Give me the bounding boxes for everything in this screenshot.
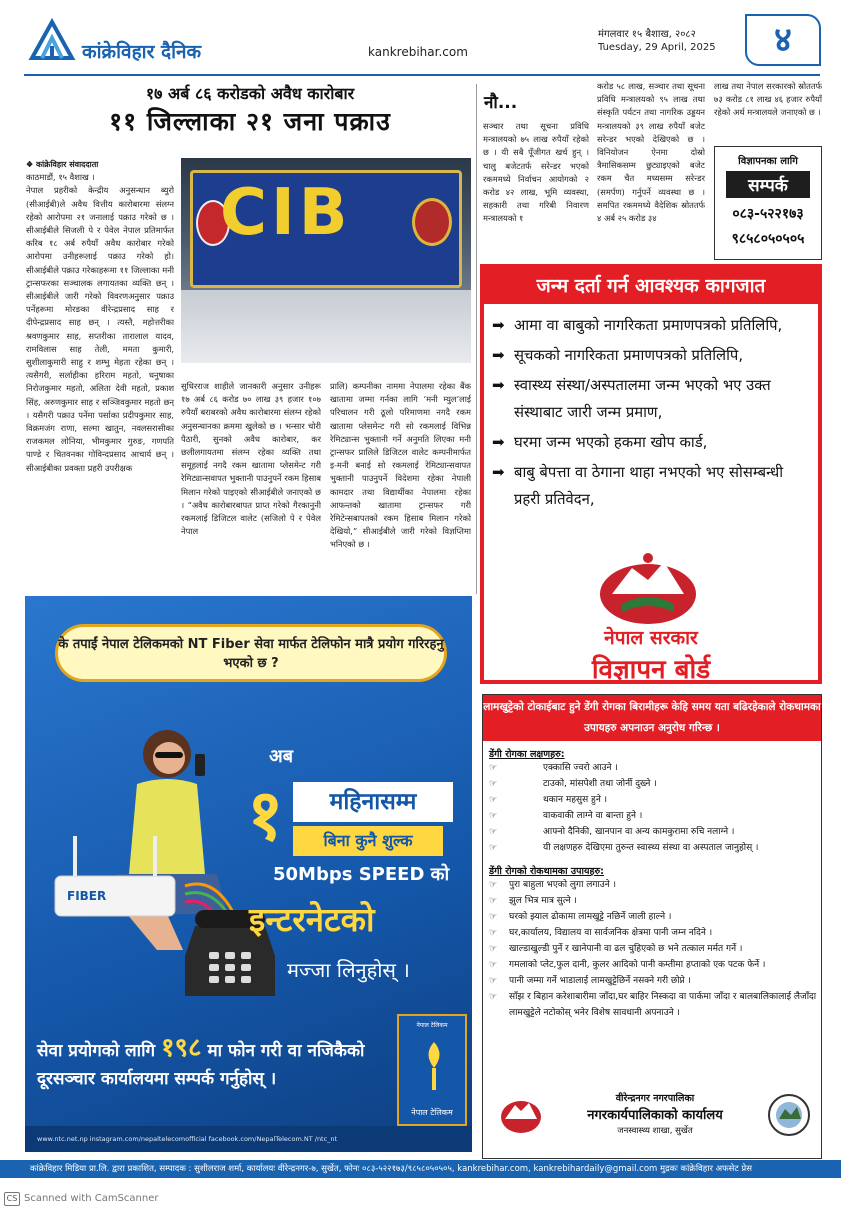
municipality-branch: जनस्वास्थ्य शाखा, सुर्खेत — [617, 1126, 693, 1136]
municipality-name: वीरेन्द्रनगर नगरपालिका — [615, 1093, 695, 1104]
ad-contact-line1: विज्ञापनका लागि — [738, 156, 798, 167]
nt-ad-question: के तपाईं नेपाल टेलिकमको NT Fiber सेवा मार्फत टेलिफोन मात्रै प्रयोग गरिरहनु भएको छ ? — [55, 624, 447, 682]
prevention-item — [489, 893, 817, 909]
symptom-item — [489, 824, 817, 840]
newspaper-name: कांक्रेविहार दैनिक — [82, 41, 202, 63]
ad-contact-line2: सम्पर्क — [726, 171, 810, 198]
footer-bar: कांक्रेविहार मिडिया प्रा.लि. द्वारा प्रकाशित, सम्पादक : सुशीलराज शर्मा, कार्यालयः वीरेन्द्रनगर-७, सुर्खेत, फोनः ०८३-५२२१७३/९८५८०५०५०५, kankrebihar.com, kankrebihardaily@gmail.com मुद्रकः कांक्रेविहार अफसेट प्रेस — [0, 1160, 841, 1178]
date-nepali: मंगलवार १५ बैशाख, २०८२ — [598, 29, 696, 40]
birth-ad-item — [492, 312, 812, 339]
prevention-text: झुल भित्र मात्र सुत्ने । — [509, 896, 577, 906]
birth-ad-item-text: घरमा जन्म भएको हकमा खोप कार्ड, — [514, 434, 708, 451]
hand-pointer-icon: ☞ — [489, 944, 498, 954]
cib-sign-text: CIB — [220, 176, 352, 250]
symptom-item — [489, 840, 817, 856]
birth-ad-list — [492, 312, 812, 516]
hand-pointer-icon: ☞ — [489, 912, 498, 922]
hand-pointer-icon: ☞ — [489, 992, 498, 1002]
column-divider — [476, 84, 477, 594]
birth-ad-item — [492, 459, 812, 513]
prevention-item — [489, 925, 817, 941]
dengue-ad-title: लामखुट्टेको टोकाईबाट हुने डेंगी रोगका बिरामीहरू केहि समय यता बढिरहेकाले रोकथामका उपायहरु अपनाउन अनुरोध गरिन्छ । — [483, 695, 821, 741]
prevention-item — [489, 989, 817, 1021]
side-column-2: करोड ५८ लाख, सञ्चार तथा सूचना प्रविधि मन्त्रालयको ९५ लाख तथा संस्कृति पर्यटन तथा नागरिक उड्डयन मन्त्रालयको ३९ लाख रुपैयाँ बजेट सरेन्डर भएको देखिएको छ । विनियोजन ऐनमा दोस्रो त्रैमासिकसम्म छुट्याइएको बजेट रकम चैत मध्यसम्म सरेन्डर (समर्पण) गर्नुपर्ने व्यवस्था छ । समपित रकममध्ये वैदेशिक स्रोततर्फ ४ अर्ब २५ करोड ३४ — [597, 81, 705, 224]
symptom-text: टाउको, मांसपेशी तथा जोर्नी दुख्ने । — [543, 779, 657, 789]
ad-contact-phone2[interactable]: ९८५८०५०५०५ — [731, 231, 805, 247]
prevention-text: पुरा बाहुला भएको लुगा लगाउने । — [509, 880, 616, 890]
dengue-symptoms-section — [489, 747, 817, 1021]
prevention-text: खाल्डाखुल्डी पुर्ने र खानेपानी वा ढल चुहिएको छ भने तत्काल मर्मत गर्ने । — [509, 944, 743, 954]
symptom-item — [489, 792, 817, 808]
birth-ad-item-text: सूचकको नागरिकता प्रमाणपत्रको प्रतिलिपि, — [514, 347, 744, 364]
dengue-symptoms-list — [489, 760, 817, 856]
nt-ad-call-c: दूरसञ्चार कार्यालयमा सम्पर्क गर्नुहोस् । — [37, 1069, 277, 1089]
side-story-title: नौ... — [484, 93, 518, 113]
symptom-item — [489, 760, 817, 776]
symptom-text: यी लक्षणहरु देखिएमा तुरुन्त स्वास्थ्य संस्था वा अस्पताल जानुहोस् । — [543, 843, 759, 853]
prevention-item — [489, 957, 817, 973]
lead-headline: ११ जिल्लाका २१ जना पक्राउ — [109, 107, 391, 136]
municipality-logo-icon — [767, 1093, 811, 1137]
hand-pointer-icon: ☞ — [489, 896, 498, 906]
lead-column-1 — [26, 158, 174, 598]
prevention-item — [489, 973, 817, 989]
side-column-3: लाख तथा नेपाल सरकारको स्रोततर्फ ७३ करोड ८१ लाख ४६ हजार रुपैयाँ रहेको अर्थ मन्त्रालयले जनाएको छ । — [714, 81, 822, 118]
hand-pointer-icon: ☞ — [489, 795, 498, 805]
symptom-text: थकान महसुस हुने । — [543, 795, 608, 805]
birth-ad-item-text: बाबु बेपत्ता वा ठेगाना थाहा नभएको भए सोसम्बन्धी प्रहरी प्रतिवेदन, — [514, 464, 784, 508]
nt-ad-social-links[interactable]: www.ntc.net.np instagram.com/nepaltelecomofficial facebook.com/NepalTelecom.NT /ntc_nt — [25, 1126, 472, 1152]
birth-ad-item-text: आमा वा बाबुको नागरिकता प्रमाणपत्रको प्रतिलिपि, — [514, 317, 783, 334]
symptom-text: आफ्नो दैनिकी, खानपान वा अन्य कामकुरामा रुचि नलाग्ने । — [543, 827, 735, 837]
site-url[interactable]: kankrebihar.com — [368, 45, 468, 59]
camscanner-logo-icon: CS — [4, 1192, 20, 1206]
page-number: ४ — [745, 14, 821, 66]
symptom-item — [489, 808, 817, 824]
nt-ad-enjoy: मज्जा लिनुहोस् । — [287, 958, 410, 982]
dengue-prevention-list — [489, 877, 817, 1021]
hand-pointer-icon: ☞ — [489, 843, 498, 853]
symptom-text: वाकवाकी लाग्ने वा बान्ता हुने । — [543, 811, 643, 821]
municipality-footer — [495, 1091, 811, 1151]
municipality-office: नगरकार्यपालिकाको कार्यालय — [587, 1108, 723, 1123]
prevention-text: गमलाको प्लेट,फुल दानी, कुलर आदिको पानी कम्तीमा हप्ताको एक पटक फेर्ने । — [509, 960, 766, 970]
birth-ad-item — [492, 372, 812, 426]
masthead — [0, 0, 841, 80]
side-column-1: सञ्चार तथा सूचना प्रविधि मन्त्रालयको ७५ लाख रुपैयाँ रहेको छ । यी सबै पूँजीगत खर्च हुन् । चालु बजेटतर्फ सरेन्डर भएको रकममध्ये निर्वाचन आयोगको २ करोड ४२ लाख, भूमि व्यवस्था, सहकारी तथा गरिबी निवारण मन्त्रालयको १ — [483, 121, 589, 224]
birth-ad-item — [492, 429, 812, 456]
nepal-sarkar-label: नेपाल सरकार — [604, 627, 698, 649]
prevention-text: घर,कार्यालय, विद्यालय वा सार्वजनिक क्षेत्रमा पानी जम्न नदिने । — [509, 928, 713, 938]
dengue-awareness-ad — [482, 694, 822, 1159]
byline: ❖ कांक्रेविहार संवाददाता — [26, 159, 99, 169]
masthead-rule — [24, 74, 820, 76]
newspaper-logo-icon — [28, 18, 76, 62]
symptom-text: एक्कासि ज्वरो आउने । — [543, 763, 618, 773]
nepal-telecom-logo-icon — [415, 1038, 453, 1094]
arrow-right-icon: ➡ — [492, 316, 505, 334]
scanner-watermark: Scanned with CamScanner — [24, 1193, 159, 1204]
birth-ad-item — [492, 342, 812, 369]
symptom-item — [489, 776, 817, 792]
lead-kicker: १७ अर्ब ८६ करोडको अवैध कारोबार — [145, 84, 355, 103]
nt-ad-free: बिना कुनै शुल्क — [293, 826, 443, 856]
nt-ad-call-b: मा फोन गरी वा नजिकैको — [207, 1041, 365, 1061]
prevention-item — [489, 877, 817, 893]
lead-column-1-text: नेपाल प्रहरीको केन्द्रीय अनुसन्धान ब्युरो (सीआईबी)ले अवैध वित्तीय कारोबारमा संलग्न रहेको आरोपमा २१ जनालाई पक्राउ गरेको छ । सीआईबीले सिजली पे र पेवेल नेपाल प्रतिमार्फत करिब १८ अर्ब रुपैयाँ अवैध कारोबार गरेको आरोपमा उनीहरूलाई पक्राउ गरेको हो। सीआईबीले पक्राउ गरेकाहरूमा ११ जिल्लाका मनी ट्रान्सफरका सञ्चालक लगायतका व्यक्ति छन् । सीआईबीले जारी गरेको विवरणअनुसार पक्राउ पर्नेहरूमा मोरङका वीरेन्द्रप्रसाद साह र दीपेन्द्रप्रसाद साह छन् । त्यस्तै, महोत्तरीका श्रवणकुमार साह, सप्तरीका तारालाल यादव, रामविलास साह तेली, ममता कुमारी, सुशीलाकुमारी साहु र शम्भु मेहता रहेका छन् । त्यसैगरी, सर्लाहीका हरिराम महतो, धनुषाका निरोजकुमार महतो, अलिता देवी महतो, प्रकाश सिंह, अरुणकुमार साह र सञ्जिवकुमार महतो छन् । यसैगरी पक्राउ पर्नेमा पर्साका प्रदीपकुमार साह, विक्रमजंग राणा, सल्मा खातुन, नवलसरासीका राजकमल लोनिया, भीमकुमार गुरुङ, गणपति पाण्डे र चितवनका गोविन्दप्रसाद आचार्य छन् । सीआईबीका प्रवक्ता प्रहरी उपरीक्षक — [26, 185, 174, 473]
nepal-telecom-logo-label: नेपाल टेलिकम — [411, 1108, 453, 1117]
ad-contact-box — [714, 146, 822, 260]
hand-pointer-icon: ☞ — [489, 928, 498, 938]
nepal-emblem-icon — [499, 1097, 543, 1135]
arrow-right-icon: ➡ — [492, 463, 505, 481]
nepal-emblem-icon — [592, 550, 704, 630]
nt-ad-ab: अब — [269, 746, 294, 767]
photo-building — [181, 290, 471, 363]
hand-pointer-icon: ☞ — [489, 827, 498, 837]
nepal-telecom-logo — [397, 1014, 467, 1126]
router-label: FIBER — [67, 889, 107, 903]
birth-ad-item-text: स्वास्थ्य संस्था/अस्पतालमा जन्म भएको भए उक्त संस्थाबाट जारी जन्म प्रमाण, — [514, 377, 771, 421]
nt-ad-call-a: सेवा प्रयोगको लागि — [37, 1041, 156, 1061]
advertising-board-label: विज्ञापन बोर्ड — [591, 655, 711, 685]
cib-emblem-icon — [412, 198, 452, 246]
prevention-text: घरको झ्याल ढोकामा लामखुट्टे नछिर्ने जाली हाल्ने । — [509, 912, 672, 922]
hand-pointer-icon: ☞ — [489, 779, 498, 789]
lead-column-2: सुधिरराज शाहीले जानकारी अनुसार उनीहरू १७ अर्ब ८६ करोड ७० लाख ३९ हजार १०७ रुपैयाँ बराबरको अवैध कारोबारमा संलग्न रहेको अनुसन्धानका क्रममा खुलेको छ । भन्सार चोरी पैठारी, सुनको अवैध कारोबार, कर छलीलगायतमा संलग्न रहेका व्यक्ति तथा समूहलाई नगदै रकम खातामा प्लेसमेन्ट गरी रेमिट्यान्सवापत भुक्तानी पाउनुपर्ने रकम हिसाब मिलान गरेको पाइएको सीआईबीले जनाएको छ । “अवैध कारोबारबापत प्राप्त गरेको गैरकानुनी रकमलाई डिजिटल वालेट (सजिलो पे र पेवेल नेपाल — [181, 381, 321, 537]
birth-ad-title: जन्म दर्ता गर्न आवश्यक कागजात — [484, 268, 818, 304]
nt-ad-one: १ — [247, 774, 284, 856]
hand-pointer-icon: ☞ — [489, 811, 498, 821]
date-english: Tuesday, 29 April, 2025 — [598, 42, 716, 53]
arrow-right-icon: ➡ — [492, 376, 505, 394]
prevention-text: साँझ र बिहान करेशाबारीमा जाँदा,घर बाहिर निस्कदा वा पार्कमा जाँदा र बालबालिकालाई लैजाँदा लामखुट्टेले नटोकोस् भनेर विशेष सावधानी अपनाउने । — [509, 992, 817, 1018]
nt-ad-month: महिनासम्म — [293, 782, 453, 822]
dengue-prevention-heading: डेंगी रोगको रोकथामका उपायहरु: — [489, 866, 604, 877]
hand-pointer-icon: ☞ — [489, 976, 498, 986]
arrow-right-icon: ➡ — [492, 433, 505, 451]
nt-ad-call-number[interactable]: १९८ — [160, 1033, 202, 1063]
ad-contact-phone1[interactable]: ०८३-५२२१७३ — [732, 206, 804, 222]
arrow-right-icon: ➡ — [492, 346, 505, 364]
hand-pointer-icon: ☞ — [489, 880, 498, 890]
prevention-item — [489, 909, 817, 925]
issue-date — [598, 28, 716, 54]
nt-fiber-ad — [25, 596, 472, 1152]
dengue-symptoms-heading: डेंगी रोगका लक्षणहरु: — [489, 749, 565, 760]
nt-ad-speed: 50Mbps SPEED को — [273, 864, 450, 885]
nt-ad-internet: इन्टरनेटको — [249, 900, 375, 939]
dateline: काठमाडौं, १५ वैशाख । — [26, 172, 95, 183]
prevention-text: पानी जम्मा गर्ने भाडालाई लामखुट्टेछिर्ने नसक्ने गरी छोप्ने । — [509, 976, 691, 986]
hand-pointer-icon: ☞ — [489, 960, 498, 970]
nepal-telecom-logo-top: नेपाल टेलिकम — [416, 1022, 448, 1029]
lead-column-3: प्रालि) कम्पनीका नाममा नेपालमा रहेका बैंक खातामा जम्मा गर्नका लागि ‘मनी म्युल’लाई परिचालन गरी ठूलो परिमाणमा नगदै रकम खातामा प्लेसमेन्ट गरी सो रकमलाई विभिन्न रेमिट्यान्स भुक्तानी गर्ने अनुमति लिएका मनी ट्रान्सफर प्रालिले डिजिटल वालेट कम्पनीमार्फत इ-मनी बनाई सो रकमलाई रेमिट्यान्सवापत भुक्तानी पाउनुपर्ने विदेशमा रहेका नेपाली कामदार तथा विद्यार्थीका नेपालमा रहेका आफन्तको खातामा ट्रान्सफर गरी रेमिटेन्सबापतको रकम हिसाब मिलान गरेको देखियो,” सीआईबीले जारी गरेको विज्ञप्तिमा भनिएको छ । — [330, 381, 471, 550]
prevention-item — [489, 941, 817, 957]
hand-pointer-icon: ☞ — [489, 763, 498, 773]
nt-ad-call — [37, 1034, 397, 1093]
birth-registration-ad — [480, 264, 822, 684]
